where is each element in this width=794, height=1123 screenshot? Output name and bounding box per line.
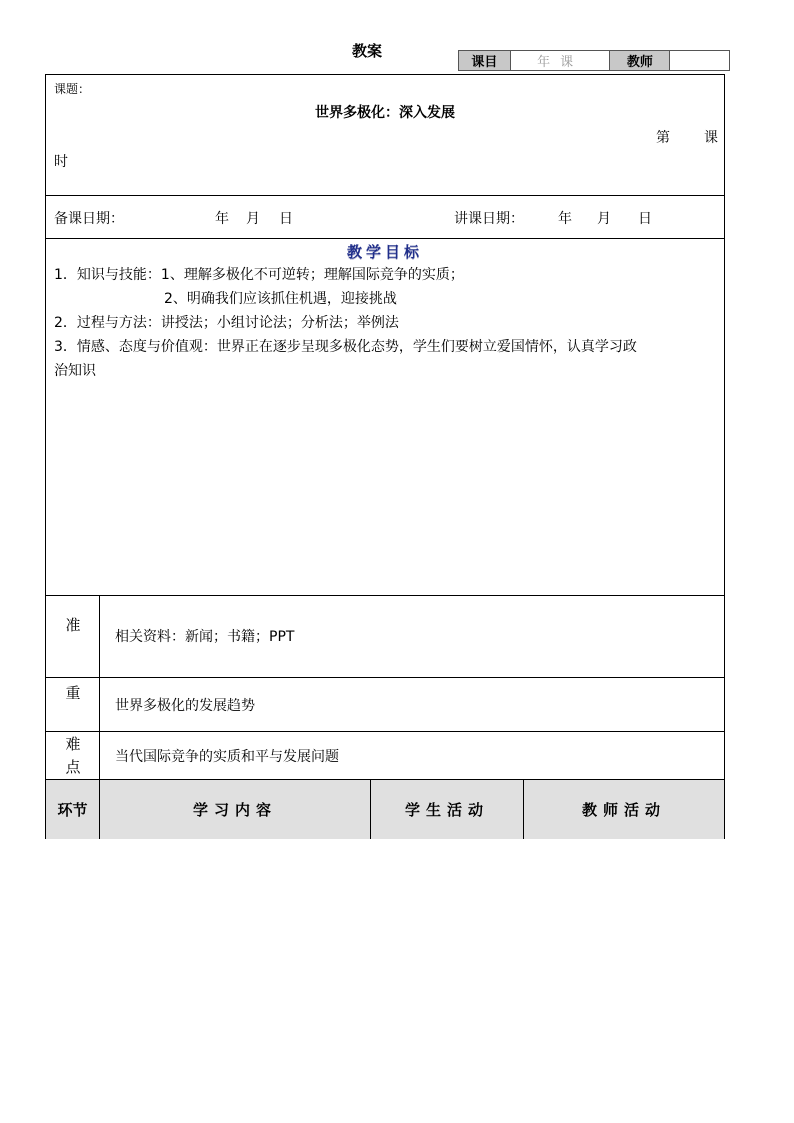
period-ke: 课 <box>704 130 718 146</box>
goal-line: 2、明确我们应该抓住机遇，迎接挑战 <box>164 291 397 307</box>
lesson-plan-form <box>45 74 725 839</box>
lecture-date-year: 年 <box>558 211 572 227</box>
preparation-content: 相关资料：新闻；书籍；PPT <box>115 629 295 645</box>
lecture-date-day: 日 <box>638 211 652 227</box>
key-point-row <box>46 678 724 732</box>
period-di: 第 <box>656 130 670 146</box>
goal-line: 1．知识与技能：1、理解多极化不可逆转；理解国际竞争的实质； <box>54 267 464 283</box>
topic-label: 课题： <box>54 82 91 96</box>
prep-date-day: 日 <box>279 211 293 227</box>
difficulty-row <box>46 732 724 780</box>
lecture-date-label: 讲课日期： <box>454 211 524 227</box>
prep-date-year: 年 <box>215 211 229 227</box>
column-teacher-activity: 教师活动 <box>581 801 666 819</box>
prep-date-month: 月 <box>246 211 260 227</box>
preparation-label: 准 <box>65 616 81 634</box>
topic-row <box>46 75 724 196</box>
difficulty-label-cell <box>46 732 100 779</box>
difficulty-label-1: 难 <box>65 735 81 753</box>
teacher-field <box>670 51 730 71</box>
document-title: 教案 <box>352 42 383 60</box>
column-stage: 环节 <box>46 780 100 839</box>
goal-line: 2．过程与方法：讲授法；小组讨论法；分析法；举例法 <box>54 315 399 331</box>
preparation-label-cell <box>46 596 100 677</box>
period-shi: 时 <box>54 154 68 170</box>
difficulty-content: 当代国际竞争的实质和平与发展问题 <box>115 749 339 765</box>
column-student-activity: 学生活动 <box>371 780 524 839</box>
subject-label: 课目 <box>459 51 511 71</box>
difficulty-label-2: 点 <box>65 758 81 776</box>
topic-title: 世界多极化：深入发展 <box>315 105 455 121</box>
preparation-row <box>46 596 724 678</box>
lecture-date-month: 月 <box>597 211 611 227</box>
dates-row <box>46 196 724 239</box>
prep-date-label: 备课日期： <box>54 211 124 227</box>
meta-table <box>458 50 730 71</box>
key-point-content: 世界多极化的发展趋势 <box>115 698 255 714</box>
teacher-label: 教师 <box>610 51 670 71</box>
grade-course-field: 年课 <box>510 51 610 71</box>
activity-header-row <box>46 780 724 839</box>
goals-heading: 教学目标 <box>346 243 423 261</box>
goal-line: 治知识 <box>54 363 96 379</box>
key-point-label: 重 <box>65 684 81 702</box>
goal-line: 3．情感、态度与价值观：世界正在逐步呈现多极化态势，学生们要树立爱国情怀，认真学习政 <box>54 339 637 355</box>
key-point-label-cell <box>46 678 100 731</box>
goals-row <box>46 239 724 596</box>
column-learning-content: 学习内容 <box>100 780 371 839</box>
